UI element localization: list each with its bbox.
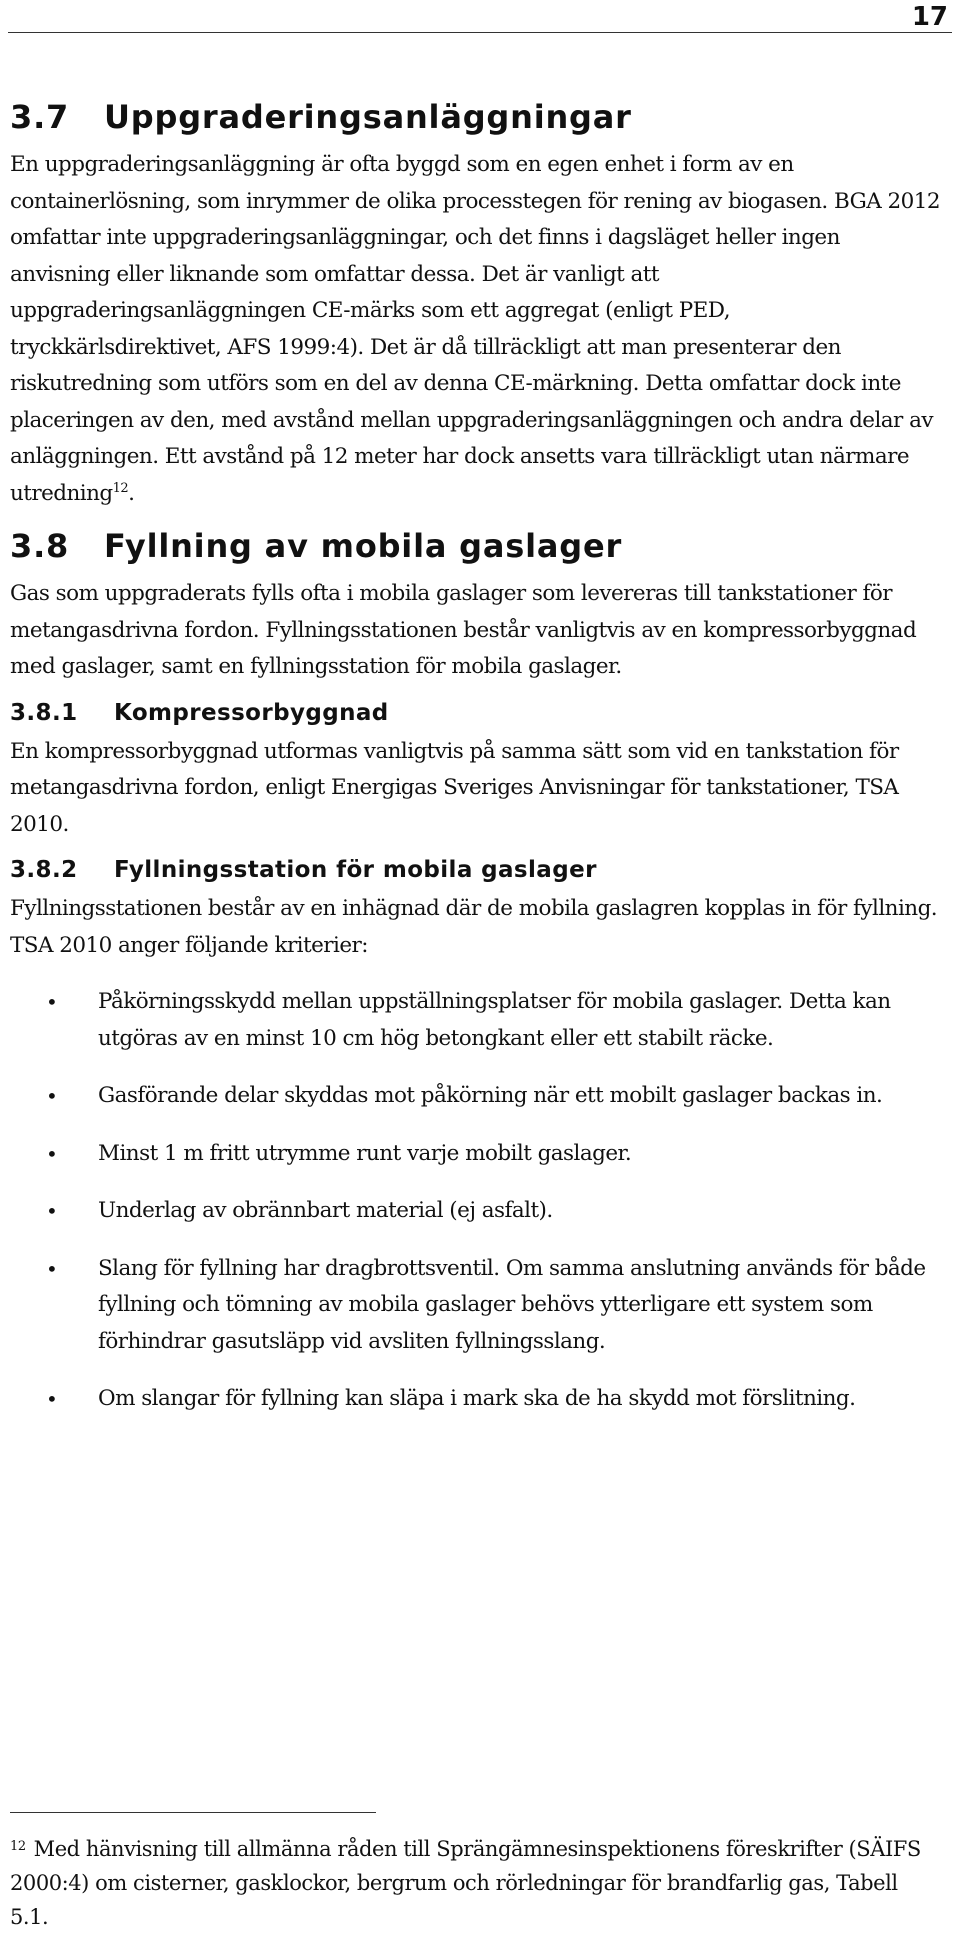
list-item-text: Slang för fyllning har dragbrottsventil. Om samma anslutning används för både fyllning och tömning av mobila gaslager behövs ytterligare ett system som förhindrar gasutsläpp vid avsliten fyllningsslang. bbox=[98, 1255, 926, 1354]
list-item bbox=[10, 1251, 940, 1361]
list-item-text: Påkörningsskydd mellan uppställningsplatser för mobila gaslager. Detta kan utgöras av en minst 10 cm hög betongkant eller ett stabilt räcke. bbox=[98, 989, 891, 1051]
section-number: 3.7 bbox=[10, 98, 70, 136]
section-heading-3-7 bbox=[10, 97, 940, 137]
section-title: Kompressorbyggnad bbox=[114, 699, 389, 726]
list-item-text: Underlag av obrännbart material (ej asfalt). bbox=[98, 1198, 553, 1223]
footnote-text: Med hänvisning till allmänna råden till Sprängämnesinspektionens föreskrifter (SÄIFS 2000:4) om cisterner, gasklockor, bergrum och rörledningar för brandfarlig gas, Tabell 5.1. bbox=[10, 1837, 921, 1929]
list-item bbox=[10, 1136, 940, 1173]
section-number: 3.8.1 bbox=[10, 699, 78, 726]
footnote-reference: 12 bbox=[112, 480, 129, 496]
bullet-icon: • bbox=[46, 990, 58, 1014]
paragraph-end: . bbox=[128, 480, 135, 506]
section-number: 3.8.2 bbox=[10, 857, 78, 883]
section-title: Fyllningsstation för mobila gaslager bbox=[114, 857, 597, 883]
section-number: 3.8 bbox=[10, 527, 70, 565]
bullet-icon: • bbox=[46, 1141, 58, 1166]
section-heading-3-8-1 bbox=[10, 698, 940, 728]
list-item-text: Om slangar för fyllning kan släpa i mark ska de ha skydd mot förslitning. bbox=[98, 1386, 856, 1411]
footnote bbox=[10, 1832, 940, 1934]
bullet-icon: • bbox=[46, 1387, 58, 1411]
page-body bbox=[10, 97, 940, 1439]
section-title: Fyllning av mobila gaslager bbox=[104, 527, 623, 565]
list-item-text: Gasförande delar skyddas mot påkörning när ett mobilt gaslager backas in. bbox=[98, 1083, 883, 1108]
list-item-text: Minst 1 m fritt utrymme runt varje mobilt gaslager. bbox=[98, 1140, 632, 1166]
page-number: 17 bbox=[911, 2, 948, 32]
section-heading-3-8-2 bbox=[10, 855, 940, 885]
paragraph-3-7 bbox=[10, 147, 940, 512]
paragraph-3-8: Gas som uppgraderats fylls ofta i mobila gaslager som levereras till tankstationer för metangasdrivna fordon. Fyllningsstationen består vanligtvis av en kompressorbyggnad med gaslager, samt en fyllningsstation för mobila gaslager. bbox=[10, 581, 917, 679]
list-item bbox=[10, 1078, 940, 1115]
paragraph-3-8-2: Fyllningsstationen består av en inhägnad där de mobila gaslagren kopplas in för fyllning. TSA 2010 anger följande kriterier: bbox=[10, 896, 938, 958]
footnote-separator bbox=[10, 1812, 376, 1813]
bullet-icon: • bbox=[46, 1199, 58, 1223]
header-rule bbox=[8, 32, 952, 33]
footnote-number: 12 bbox=[10, 1839, 26, 1854]
list-item bbox=[10, 1381, 940, 1418]
section-heading-3-8 bbox=[10, 526, 940, 566]
paragraph-3-8-1: En kompressorbyggnad utformas vanligtvis på samma sätt som vid en tankstation för metangasdrivna fordon, enligt Energigas Sveriges Anvisningar för tankstationer, TSA 2010. bbox=[10, 738, 899, 837]
paragraph-text: En uppgraderingsanläggning är ofta byggd som en egen enhet i form av en containerlösning, som inrymmer de olika processtegen för rening av biogasen. BGA 2012 omfattar inte uppgraderingsanläggningar, och det finns i dagsläget heller ingen anvisning eller liknande som omfattar dessa. Det är vanligt att uppgraderingsanläggningen CE-märks som ett aggregat (enligt PED, tryckkärlsdirektivet, AFS 1999:4). Det är då tillräckligt att man presenterar den riskutredning som utförs som en del av denna CE-märkning. Detta omfattar dock inte placeringen av den, med avstånd mellan uppgraderingsanläggningen och andra delar av anläggningen. Ett avstånd på 12 meter har dock ansetts vara tillräckligt utan närmare utredning bbox=[10, 152, 940, 506]
list-item bbox=[10, 984, 940, 1057]
list-item bbox=[10, 1193, 940, 1230]
section-title: Uppgraderingsanläggningar bbox=[104, 98, 632, 136]
criteria-list bbox=[10, 984, 940, 1418]
bullet-icon: • bbox=[46, 1256, 58, 1281]
bullet-icon: • bbox=[46, 1084, 58, 1108]
